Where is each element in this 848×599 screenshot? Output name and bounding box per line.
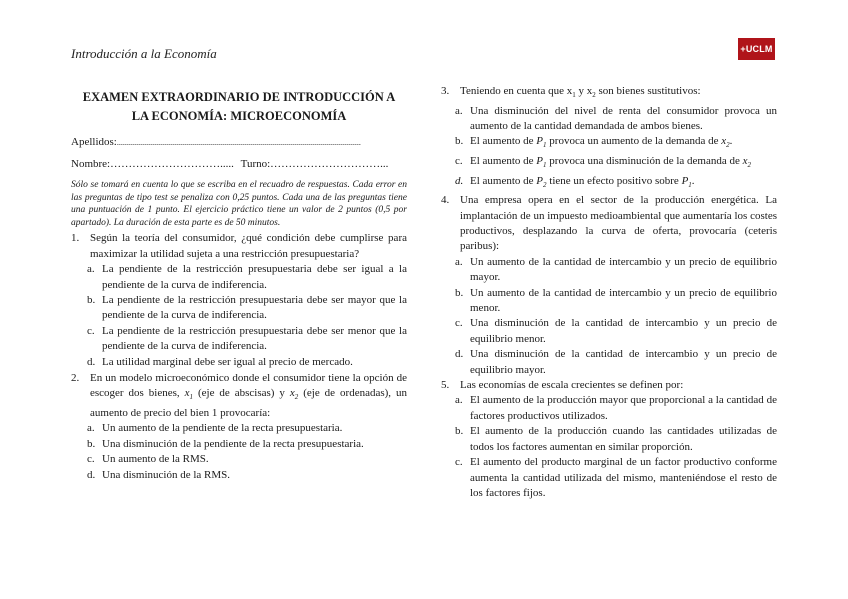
surname-label: Apellidos: bbox=[71, 136, 117, 148]
option-letter: c. bbox=[87, 324, 95, 337]
option-3a[interactable] bbox=[441, 104, 777, 135]
option-5c[interactable] bbox=[441, 455, 777, 501]
question-3 bbox=[441, 84, 777, 104]
option-letter: d. bbox=[87, 468, 96, 481]
option-text: El aumento de la producción cuando las cantidades utilizadas de todos los factores aumentan en similar proporción. bbox=[470, 425, 777, 453]
option-letter: b. bbox=[455, 135, 464, 148]
option-4a[interactable] bbox=[441, 255, 777, 286]
question-text: Según la teoría del consumidor, ¿qué condición debe cumplirse para maximizar la utilidad sujeta a una restricción presupuestaria? bbox=[90, 232, 407, 260]
option-text: La pendiente de la restricción presupuestaria debe ser igual a la pendiente de la curva de indiferencia. bbox=[102, 263, 407, 291]
option-letter: d. bbox=[87, 355, 96, 368]
exam-instructions: Sólo se tomará en cuenta lo que se escriba en el recuadro de respuestas. Cada error en las preguntas de tipo test se penaliza con 0,25 puntos. Cada una de las preguntas tiene una puntuación de 1 punto. El ejercicio práctico tiene un valor de 2 puntos (0,5 por apartado). La duración de esta parte es de 50 minutos. bbox=[71, 180, 407, 228]
option-5b[interactable] bbox=[441, 424, 777, 455]
option-3d[interactable] bbox=[441, 174, 777, 194]
name-label: Nombre: bbox=[71, 158, 111, 170]
uclm-logo: +UCLM bbox=[738, 38, 775, 60]
option-text: Una disminución de la pendiente de la recta presupuestaria. bbox=[102, 437, 364, 450]
option-3b[interactable] bbox=[441, 134, 777, 154]
question-number: 4. bbox=[441, 194, 450, 207]
option-letter: b. bbox=[87, 294, 96, 306]
question-number: 2. bbox=[71, 372, 80, 385]
question-text: Teniendo en cuenta que $x_1$ y $x_2$ son bienes sustitutivos: bbox=[460, 85, 701, 100]
option-letter: b. bbox=[455, 286, 464, 299]
option-text: Una disminución de la RMS. bbox=[102, 468, 231, 481]
name-dots: …………………………..... bbox=[110, 158, 234, 170]
question-2 bbox=[71, 371, 407, 421]
exam-title-line2: LA ECONOMÍA: MICROECONOMÍA bbox=[131, 109, 347, 123]
option-text: La pendiente de la restricción presupuestaria debe ser mayor que la pendiente de la curva de indiferencia. bbox=[102, 294, 407, 322]
surname-dots: .......................................................................................................................... bbox=[116, 138, 361, 147]
option-text: Una disminución de la cantidad de intercambio y un precio de equilibrio mayor. bbox=[470, 348, 777, 376]
question-text: En un modelo microeconómico donde el consumidor tiene la opción de escoger dos bienes, $x_1$ (eje de abscisas) y $x_2$ (eje de ordenadas), un aumento de precio del bien 1 provocaría: bbox=[90, 372, 407, 420]
option-letter: c. bbox=[455, 456, 463, 469]
option-2c[interactable] bbox=[71, 452, 407, 467]
option-1d[interactable] bbox=[71, 355, 407, 370]
option-letter: b. bbox=[455, 425, 464, 438]
option-text: Una disminución de la cantidad de intercambio y un precio de equilibrio menor. bbox=[470, 317, 777, 345]
option-text: Un aumento de la cantidad de intercambio y un precio de equilibrio mayor. bbox=[470, 255, 777, 284]
question-text: Una empresa opera en el sector de la producción energética. La implantación de un impuesto medioambiental que aumentaría los costes productivos, desplazando la curva de oferta, provocaría (ceteris paribus): bbox=[460, 194, 777, 253]
option-1c[interactable] bbox=[71, 324, 407, 355]
question-text: Las economías de escala crecientes se definen por: bbox=[460, 379, 684, 392]
option-text: Un aumento de la cantidad de intercambio y un precio de equilibrio menor. bbox=[470, 286, 777, 315]
question-5 bbox=[441, 378, 777, 393]
name-shift-field[interactable] bbox=[71, 157, 407, 172]
left-column bbox=[71, 88, 407, 483]
option-4d[interactable] bbox=[441, 347, 777, 378]
option-text: La pendiente de la restricción presupuestaria debe ser menor que la pendiente de la curva de indiferencia. bbox=[102, 324, 407, 353]
option-text: El aumento del producto marginal de un factor productivo conforme aumenta la cantidad utilizada del mismo, manteniéndose el resto de los factores fijos. bbox=[470, 456, 777, 499]
option-letter: a. bbox=[455, 394, 463, 407]
option-text: Una disminución del nivel de renta del consumidor provoca un aumento de la cantidad demandada de ambos bienes. bbox=[470, 104, 777, 132]
option-text: La utilidad marginal debe ser igual al precio de mercado. bbox=[102, 355, 353, 368]
option-letter: d. bbox=[455, 348, 464, 361]
option-letter: c. bbox=[87, 453, 95, 466]
option-text: Un aumento de la RMS. bbox=[102, 453, 209, 466]
question-number: 3. bbox=[441, 85, 450, 97]
option-4c[interactable] bbox=[441, 316, 777, 347]
option-letter: b. bbox=[87, 437, 96, 450]
option-5a[interactable] bbox=[441, 393, 777, 424]
option-letter: c. bbox=[455, 155, 463, 167]
shift-dots: …………………………... bbox=[270, 158, 389, 170]
exam-title bbox=[71, 88, 407, 126]
option-2d[interactable] bbox=[71, 468, 407, 483]
question-4 bbox=[441, 193, 777, 255]
option-2a[interactable] bbox=[71, 421, 407, 436]
option-letter: a. bbox=[87, 422, 95, 435]
option-3c[interactable] bbox=[441, 154, 777, 174]
option-text: Un aumento de la pendiente de la recta presupuestaria. bbox=[102, 422, 343, 435]
option-1a[interactable] bbox=[71, 262, 407, 293]
option-letter: a. bbox=[87, 263, 95, 276]
question-number: 5. bbox=[441, 379, 450, 392]
option-2b[interactable] bbox=[71, 437, 407, 452]
option-letter: c. bbox=[455, 317, 463, 330]
shift-label: Turno: bbox=[240, 158, 271, 170]
surname-field[interactable] bbox=[71, 135, 407, 150]
option-letter: d. bbox=[455, 174, 464, 187]
option-text: El aumento de $P_1$ provoca una disminución de la demanda de $x_2$ bbox=[470, 155, 752, 170]
course-title: Introducción a la Economía bbox=[71, 46, 217, 61]
question-number: 1. bbox=[71, 232, 80, 245]
exam-title-line1: EXAMEN EXTRAORDINARIO DE INTRODUCCIÓN A bbox=[82, 90, 396, 104]
option-text: El aumento de $P_1$ provoca un aumento de la demanda de $x_2$. bbox=[470, 135, 733, 150]
option-text: El aumento de $P_2$ tiene un efecto positivo sobre $P_1$. bbox=[470, 174, 695, 189]
option-text: El aumento de la producción mayor que proporcional a la cantidad de factores productivos utilizados. bbox=[470, 394, 777, 422]
option-1b[interactable] bbox=[71, 293, 407, 324]
question-1 bbox=[71, 231, 407, 262]
option-letter: a. bbox=[455, 255, 463, 268]
right-column bbox=[441, 84, 777, 501]
option-letter: a. bbox=[455, 104, 463, 117]
option-4b[interactable] bbox=[441, 286, 777, 317]
